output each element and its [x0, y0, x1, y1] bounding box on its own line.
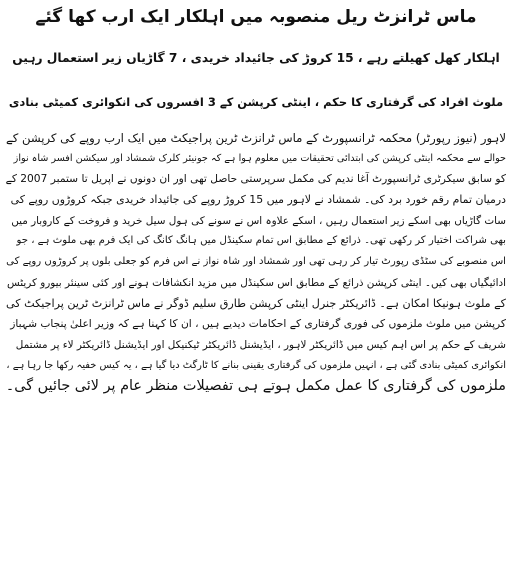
sub-headline-2: ملوث افراد کی گرفتاری کا حکم ، اینٹی کرپشن کے 3 افسروں کی انکوائری کمیٹی بنادی	[8, 95, 504, 109]
article-line: درمیان تمام رقم خورد برد کی۔ شمشاد نے لاہور میں 15 کروڑ روپے کی جائیداد خریدی جبکہ کروڑوں روپے کی	[10, 193, 506, 207]
article-line: انکوائری کمیٹی بنادی گئی ہے ، انہیں ملزموں کی گرفتاری یقینی بنانے کا ٹارگٹ دیا گیا ہے ، یہ کیس خفیہ رکھا جا رہا ہے ،	[6, 359, 506, 371]
article-body	[6, 128, 506, 572]
article-line: شریف کے حکم پر اس اہم کیس میں ڈائریکٹر لاہور ، ایڈیشنل ڈائریکٹر ٹیکنیکل اور ایڈیشنل ڈائریکٹر لاء پر مشتمل	[15, 338, 506, 351]
article-line: اس منصوبے کی سٹڈی رپورٹ تیار کر رہی تھی اور شمشاد اور شاہ نواز نے اس فرم کو جعلی بلوں پر کروڑوں روپے کی	[6, 256, 506, 268]
article-line: کرپشن میں ملوث ملزموں کی فوری گرفتاری کے احکامات دیدیے ہیں ، ان کا کہنا ہے کہ وزیر اعلیٰ پنجاب شہباز	[10, 317, 506, 331]
article-line: ملزموں کی گرفتاری کا عمل مکمل ہوتے ہی تفصیلات منظر عام پر لائی جائیں گی۔	[6, 378, 506, 395]
article-line: حوالے سے محکمہ اینٹی کرپشن کی ابتدائی تحقیقات میں معلوم ہوا ہے کہ جونیئر کلرک شمشاد اور سیکشن افسر شاہ نواز	[13, 152, 506, 164]
article-line: سات گاڑیاں بھی اسکے زیر استعمال رہیں ، اسکے علاوہ اس نے سونے کی ہول سیل خرید و فروخت کے کاروبار میں	[11, 214, 506, 227]
article-line: ادائیگیاں بھی کیں۔ اینٹی کرپشن ذرائع کے مطابق اس سکینڈل میں مزید انکشافات ہونے اور کئی سینئر بیورو کریٹس	[7, 276, 506, 289]
article-line: کے ملوث ہونیکا امکان ہے۔ ڈائریکٹر جنرل اینٹی کرپشن طارق سلیم ڈوگر نے ماس ٹرانزٹ ٹرین پراجیکٹ کی	[6, 296, 506, 310]
sub-headline-1: اہلکار کھل کھیلتے رہے ، 15 کروڑ کی جائیداد خریدی ، 7 گاڑیاں زیر استعمال رہیں	[12, 51, 500, 65]
article-line: لاہور (نیوز رپورٹر) محکمہ ٹرانسپورٹ کے ماس ٹرانزٹ ٹرین پراجیکٹ میں ایک ارب روپے کی کرپشن کے	[6, 131, 506, 145]
main-headline: ماس ٹرانزٹ ریل منصوبہ میں اہلکار ایک ارب کھا گئے	[35, 7, 477, 27]
article-line: بھی شراکت اختیار کر رکھی تھی۔ ذرائع کے مطابق اس تمام سکینڈل میں ہانگ کانگ کی ایک فرم بھی ملوث ہے ، جو	[16, 235, 506, 247]
article-line: کو سابق سیکرٹری ٹرانسپورٹ آغا ندیم کی مکمل سرپرستی حاصل تھی اور ان دونوں نے اپریل تا ستمبر 2007 کے	[6, 172, 506, 186]
